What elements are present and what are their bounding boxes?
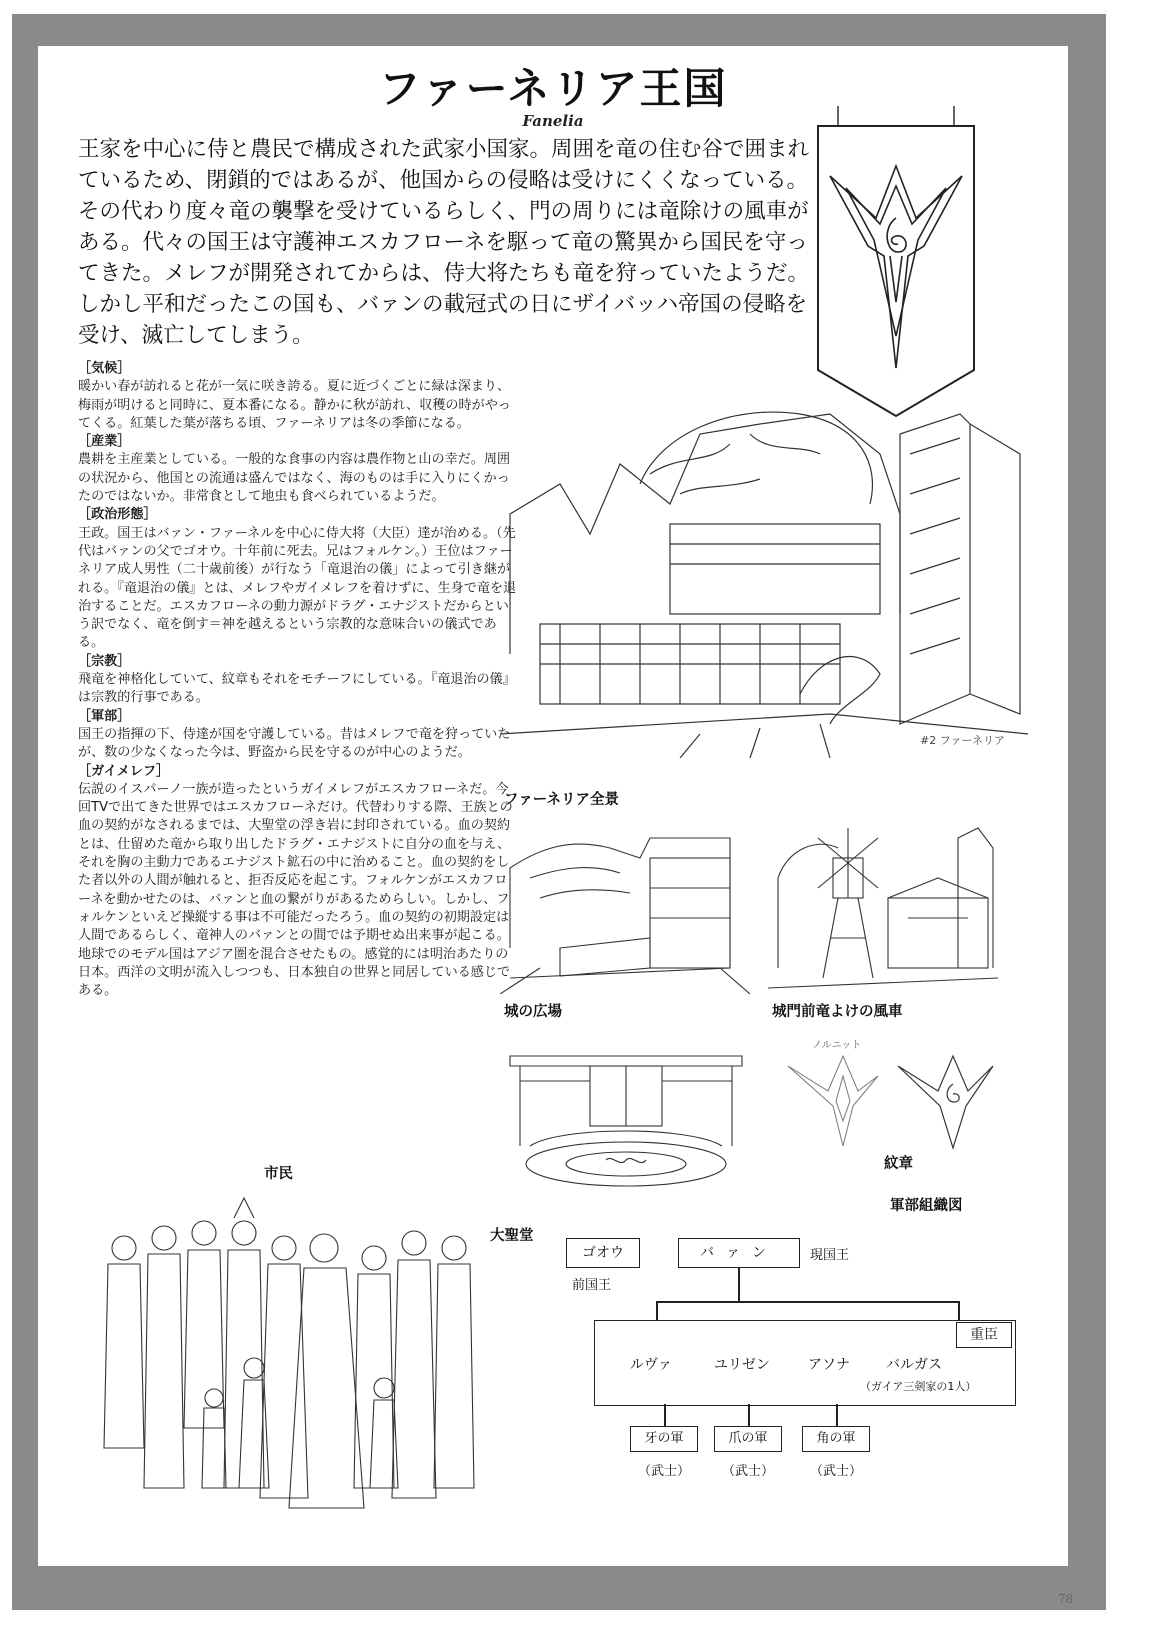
retainers-label: 重臣: [956, 1322, 1012, 1348]
section-body-religion: 飛竜を神格化していて、紋章もそれをモチーフにしている。『竜退治の儀』は宗教的行事である。: [78, 672, 516, 706]
section-heading-industry: ［産業］: [78, 434, 131, 450]
section-heading-climate: ［気候］: [78, 361, 131, 376]
section-heading-politics: ［政治形態］: [78, 507, 157, 523]
army-claw-box: 爪の軍: [714, 1426, 782, 1452]
caption-citizens: 市民: [264, 1166, 293, 1182]
org-line-horizontal: [656, 1301, 958, 1303]
org-line-king-down: [738, 1267, 740, 1301]
army-fang-box: 牙の軍: [630, 1426, 698, 1452]
section-body-industry: 農耕を主産業としている。一般的な食事の内容は農作物と山の幸だ。周囲の状況から、他国との流通は盛んではなく、海のものは手に入りにくかったのではないか。非常食として地虫も食べられているようだ。: [78, 452, 511, 505]
emblem-sketches: [768, 1036, 998, 1156]
caption-cathedral: 大聖堂: [490, 1228, 534, 1244]
former-king-label: 前国王: [572, 1278, 612, 1293]
org-line-right-drop: [958, 1301, 960, 1321]
page-subtitle: Fanelia: [522, 112, 584, 130]
org-line-army-1: [664, 1404, 666, 1426]
org-line-army-3: [836, 1404, 838, 1426]
minister-balgas: バルガス: [886, 1357, 942, 1373]
caption-panorama: ファーネリア全景: [504, 792, 619, 808]
info-column: [78, 360, 518, 1000]
panorama-note: #2 ファーネリア: [920, 734, 1005, 747]
army-fang-role: （武士）: [638, 1464, 691, 1479]
caption-org-chart: 軍部組織図: [890, 1198, 963, 1214]
king-box: バァン: [678, 1238, 800, 1268]
army-horn-box: 角の軍: [802, 1426, 870, 1452]
army-claw-role: （武士）: [722, 1464, 775, 1479]
balgas-note: （ガイア三剣家の1人）: [860, 1380, 977, 1393]
org-line-army-2: [748, 1404, 750, 1426]
caption-emblem: 紋章: [884, 1156, 913, 1172]
former-king-box: ゴオウ: [566, 1238, 640, 1268]
cathedral-sketch: [500, 1036, 752, 1196]
intro-paragraph: 王家を中心に侍と農民で構成された武家小国家。周囲を竜の住む谷で囲まれているため、閉鎖的ではあるが、他国からの侵略は受けにくくなっている。その代わり度々竜の襲撃を受けているらしく、門の周りには竜除けの風車がある。代々の国王は守護神エスカフローネを駆って竜の驚異から国民を守ってきた。メレフが開発されてからは、侍大将たちも竜を狩っていたようだ。しかし平和だったこの国も、バァンの載冠式の日にザイバッハ帝国の侵略を受け、滅亡してしまう。: [78, 137, 810, 348]
org-line-left-drop: [656, 1301, 658, 1321]
caption-plaza: 城の広場: [504, 1004, 562, 1020]
content-panel: [38, 46, 1068, 1566]
section-body-guymelef: 伝説のイスパーノ一族が造ったというガイメレフがエスカフローネだ。今回TVで出てきた世界ではエスカフローネだけ。代替わりする際、王族との血の契約がなされるまでは、大聖堂の浮き岩に封印されている。血の契約とは、仕留めた竜から取り出したドラグ・エナジストに自分の血を与え、それを胸の主動力であるエナジスト鉱石の中に治めること。血の契約をした者以外の人間が触れると、拒否反応を起こす。フォルケンがエスカフローネを動かせたのは、バァンと血の繋がりがあるためらしい。しかし、フォルケンといえど操縦する事は不可能だったろう。血の契約の初期設定は人間であるらしく、竜神人のバァンとの間では予期せぬ出来事が起こる。: [78, 781, 513, 944]
section-body-military: 国王の指揮の下、侍達が国を守護している。昔はメレフで竜を狩っていたが、数の少なくなった今は、野盗から民を守るのが中心のようだ。: [78, 726, 511, 761]
citizens-sketch: [84, 1188, 484, 1518]
windmill-sketch: [768, 818, 998, 998]
minister-ruva: ルヴァ: [630, 1357, 672, 1373]
army-horn-role: （武士）: [810, 1464, 863, 1479]
section-body-politics: 王政。国王はバァン・ファーネルを中心に侍大将（大臣）達が治める。（先代はバァンの父でゴオウ。十年前に死去。兄はフォルケン。）王位はファーネリア成人男性（二十歳前後）が行なう「竜退治の儀」によって引き継がれる。『竜退治の儀』とは、メレフやガイメレフを着けずに、生身で竜を退治することだ。エスカフローネの動力源がドラグ・エナジストだからという訳でなく、竜を倒す＝神を越えるという宗教的な意味合いの儀式である。: [78, 525, 517, 651]
section-body-climate: 暖かい春が訪れると花が一気に咲き誇る。夏に近づくごとに緑は深まり、梅雨が明けると同時に、夏本番になる。静かに秋が訪れ、収穫の時がやってくる。紅葉した葉が落ちる頃、ファーネリアは冬の季節になる。: [78, 379, 511, 431]
minister-asona: アソナ: [808, 1357, 850, 1373]
plaza-sketch: [500, 818, 750, 994]
emblem-note: ノルニット: [812, 1040, 862, 1051]
section-heading-military: ［軍部］: [78, 708, 131, 724]
minister-yurizen: ユリゼン: [714, 1357, 770, 1373]
king-label: 現国王: [810, 1248, 850, 1263]
emblem-banner: [816, 106, 976, 418]
panorama-sketch: [500, 394, 1028, 758]
section-heading-religion: ［宗教］: [78, 653, 131, 669]
section-heading-guymelef: ［ガイメレフ］: [78, 763, 170, 779]
section-body-model: 地球でのモデル国はアジア圏を混合させたもの。感覚的には明治あたりの日本。西洋の文明が流入しつつも、日本独自の世界と同居している感じである。: [78, 946, 511, 999]
page-number: 78: [1058, 1592, 1074, 1606]
page-title: ファーネリア王国: [378, 64, 728, 113]
caption-windmill: 城門前竜よけの風車: [772, 1004, 903, 1020]
